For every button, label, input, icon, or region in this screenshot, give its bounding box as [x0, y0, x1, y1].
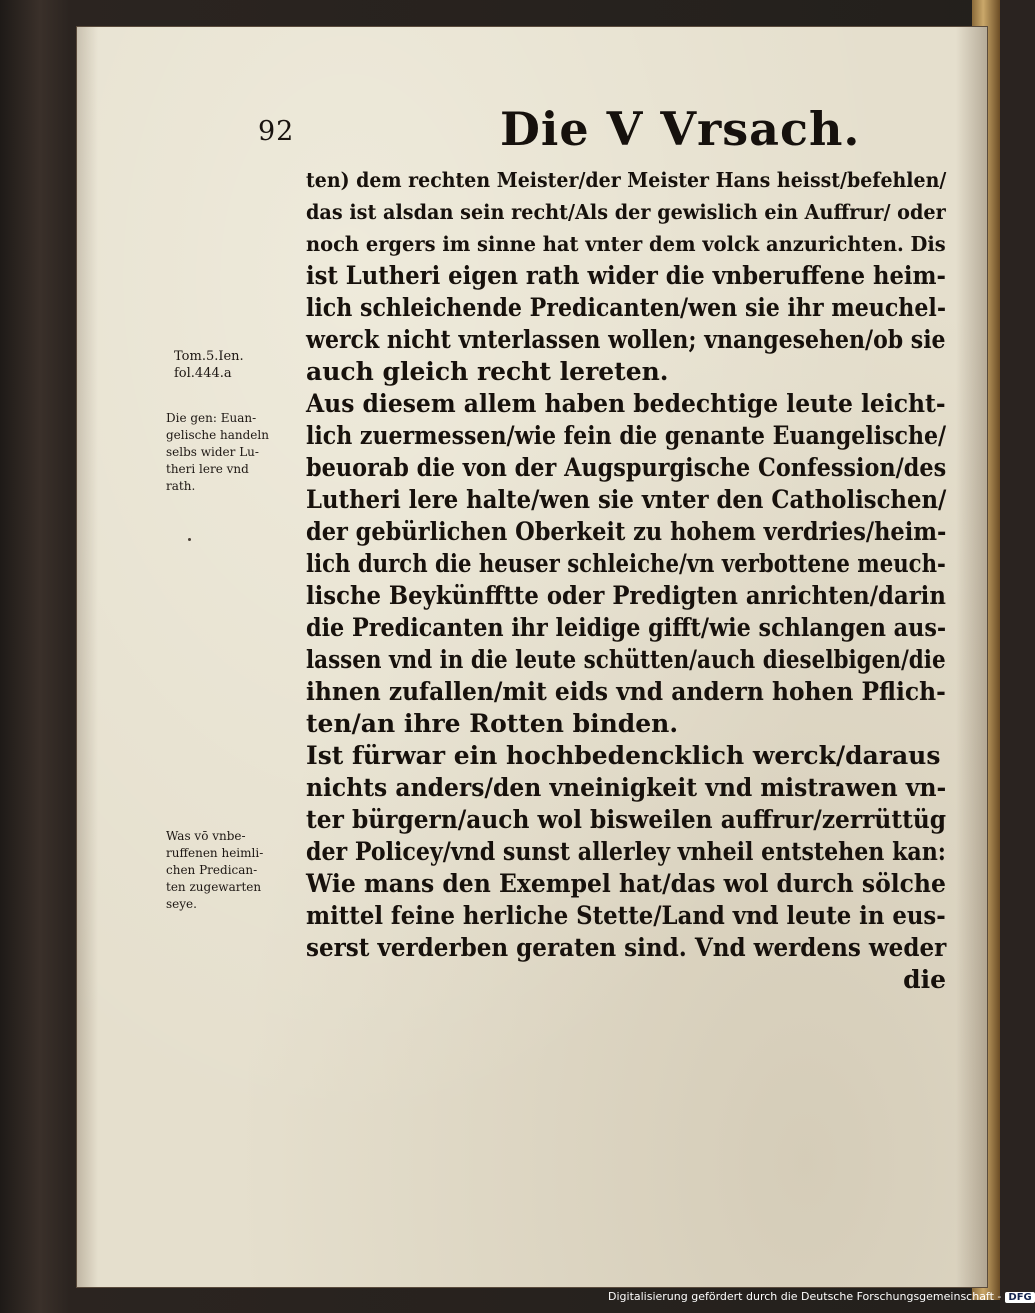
text-line: ten) dem rechten Meister/der Meister Hans heisst/befehlen/: [306, 168, 947, 192]
margin-note-line: selbs wider Lu-: [166, 445, 259, 459]
text-line: ist Lutheri eigen rath wider die vnberuffene heim-: [306, 261, 946, 290]
text-line: das ist alsdan sein recht/Als der gewislich ein Auffrur/ oder: [306, 200, 946, 224]
margin-note-line: ruffenen heimli-: [166, 846, 264, 860]
margin-note-line: rath.: [166, 479, 196, 493]
margin-note-line: ten zugewarten: [166, 880, 262, 894]
text-line: Aus diesem allem haben bedechtige leute leicht-: [306, 389, 946, 418]
text-line: nichts anders/den vneinigkeit vnd mistrawen vn-: [306, 773, 947, 802]
margin-note-predicanten: [166, 828, 263, 913]
margin-note-line: fol.444.a: [174, 366, 232, 381]
margin-note-line: Die gen: Euan-: [166, 411, 257, 425]
text-line: mittel feine herliche Stette/Land vnd leute in eus-: [306, 901, 946, 930]
text-line: lich schleichende Predicanten/wen sie ihr meuchel-: [306, 293, 946, 322]
text-line: lich durch die heuser schleiche/vn verbottene meuch-: [306, 549, 946, 578]
margin-note-line: Was vō vnbe-: [166, 829, 246, 843]
text-line: der Policey/vnd sunst allerley vnheil entstehen kan:: [306, 837, 946, 866]
margin-note-line: theri lere vnd: [166, 462, 249, 476]
text-line: Lutheri lere halte/wen sie vnter den Catholischen/: [306, 485, 947, 514]
digitization-footer: [608, 1290, 1035, 1308]
margin-note-reference: [174, 348, 244, 382]
text-line: ten/an ihre Rotten binden.: [306, 709, 679, 738]
margin-note-line: seye.: [166, 897, 197, 911]
margin-note-line: gelische handeln: [166, 428, 269, 442]
footer-text: Digitalisierung gefördert durch die Deutsche Forschungsgemeinschaft -: [608, 1290, 1002, 1303]
margin-note-line: Tom.5.Ien.: [174, 349, 244, 364]
text-line: lische Beykünfftte oder Predigten anrichten/darin: [306, 581, 946, 610]
text-line: Ist fürwar ein hochbedencklich werck/daraus: [306, 741, 941, 770]
ink-speck: [188, 538, 191, 541]
page-number: 92: [258, 116, 295, 147]
text-line: beuorab die von der Augspurgische Confession/des: [306, 453, 947, 482]
body-text: [306, 164, 946, 996]
text-line: serst verderben geraten sind. Vnd werdens weder: [306, 933, 947, 962]
text-line: noch ergers im sinne hat vnter dem volck anzurichten. Dis: [306, 232, 946, 256]
running-head: Die V Vrsach.: [500, 102, 861, 156]
text-line: ter bürgern/auch wol bisweilen auffrur/zerrüttüg: [306, 805, 947, 834]
dfg-logo: DFG: [1005, 1292, 1034, 1303]
text-line: auch gleich recht lereten.: [306, 357, 669, 386]
text-line: ihnen zufallen/mit eids vnd andern hohen Pflich-: [306, 677, 946, 706]
text-line: die Predicanten ihr leidige gifft/wie schlangen aus-: [306, 613, 947, 642]
text-line: der gebürlichen Oberkeit zu hohem verdries/heim-: [306, 517, 947, 546]
text-line: Wie mans den Exempel hat/das wol durch sölche: [306, 869, 946, 898]
text-line: lassen vnd in die leute schütten/auch dieselbigen/die: [306, 645, 946, 674]
text-line: lich zuermessen/wie fein die genante Euangelische/: [306, 421, 947, 450]
margin-note-gegen-euangelische: [166, 410, 269, 495]
text-line: die: [903, 965, 946, 994]
text-line: werck nicht vnterlassen wollen; vnangesehen/ob sie: [306, 325, 946, 354]
margin-note-line: chen Predican-: [166, 863, 258, 877]
